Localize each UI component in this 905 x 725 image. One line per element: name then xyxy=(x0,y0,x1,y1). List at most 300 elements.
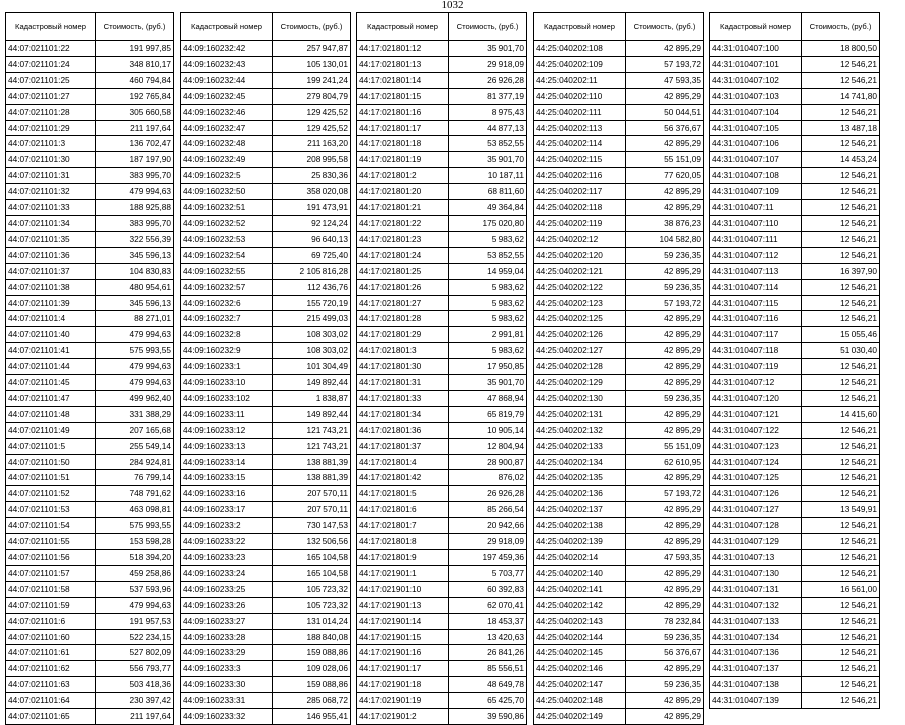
cadastral-number-cell: 44:07:021101:39 xyxy=(6,295,96,311)
table-row xyxy=(6,502,174,518)
table-row xyxy=(181,693,351,709)
table-row xyxy=(357,693,527,709)
table-row xyxy=(534,104,704,120)
cadastral-number-cell: 44:17:021801:8 xyxy=(357,534,449,550)
cadastral-number-cell: 44:31:010407:129 xyxy=(710,534,802,550)
cost-cell: 77 620,05 xyxy=(626,168,704,184)
cost-cell: 68 811,60 xyxy=(449,184,527,200)
table-row xyxy=(181,534,351,550)
cadastral-table-2 xyxy=(180,12,351,725)
table-row xyxy=(181,56,351,72)
cost-cell: 479 994,63 xyxy=(96,327,174,343)
cadastral-number-cell: 44:17:021801:3 xyxy=(357,343,449,359)
table-header-row xyxy=(6,13,174,41)
table-row xyxy=(6,168,174,184)
table-row xyxy=(534,200,704,216)
cadastral-number-cell: 44:31:010407:101 xyxy=(710,56,802,72)
cost-cell: 5 983,62 xyxy=(449,311,527,327)
cost-cell: 42 895,29 xyxy=(626,502,704,518)
cadastral-number-cell: 44:17:021801:15 xyxy=(357,88,449,104)
cadastral-number-cell: 44:25:040202:119 xyxy=(534,215,626,231)
cost-cell: 153 598,28 xyxy=(96,534,174,550)
table-row xyxy=(357,486,527,502)
cadastral-number-cell: 44:25:040202:117 xyxy=(534,184,626,200)
cost-cell: 345 596,13 xyxy=(96,295,174,311)
table-row xyxy=(710,597,880,613)
cost-cell: 42 895,29 xyxy=(626,661,704,677)
table-row xyxy=(181,390,351,406)
table-row xyxy=(710,693,880,709)
cost-cell: 121 743,21 xyxy=(273,438,351,454)
cadastral-number-cell: 44:07:021101:24 xyxy=(6,56,96,72)
cadastral-number-cell: 44:17:021801:36 xyxy=(357,422,449,438)
table-row xyxy=(357,565,527,581)
cadastral-number-cell: 44:09:160232:6 xyxy=(181,295,273,311)
cost-cell: 165 104,58 xyxy=(273,550,351,566)
cost-cell: 191 473,91 xyxy=(273,200,351,216)
cadastral-number-cell: 44:17:021901:10 xyxy=(357,581,449,597)
cadastral-number-cell: 44:07:021101:54 xyxy=(6,518,96,534)
cadastral-number-cell: 44:17:021901:17 xyxy=(357,661,449,677)
table-row xyxy=(181,565,351,581)
cadastral-number-cell: 44:17:021801:26 xyxy=(357,279,449,295)
cadastral-number-cell: 44:25:040202:128 xyxy=(534,359,626,375)
cadastral-number-cell: 44:09:160232:53 xyxy=(181,231,273,247)
cost-cell: 257 947,87 xyxy=(273,41,351,57)
table-row xyxy=(534,56,704,72)
cadastral-number-cell: 44:25:040202:14 xyxy=(534,550,626,566)
cost-cell: 42 895,29 xyxy=(626,375,704,391)
cost-cell: 85 556,51 xyxy=(449,661,527,677)
cost-cell: 49 364,84 xyxy=(449,200,527,216)
table-row xyxy=(6,231,174,247)
cadastral-number-cell: 44:07:021101:27 xyxy=(6,88,96,104)
table-row xyxy=(710,661,880,677)
table-row xyxy=(6,41,174,57)
cost-cell: 284 924,81 xyxy=(96,454,174,470)
cost-cell: 230 397,42 xyxy=(96,693,174,709)
table-row xyxy=(534,454,704,470)
cost-cell: 42 895,29 xyxy=(626,41,704,57)
cost-cell: 12 546,21 xyxy=(802,359,880,375)
table-row xyxy=(6,247,174,263)
table-row xyxy=(710,438,880,454)
cadastral-table-5 xyxy=(709,12,880,709)
cost-cell: 105 723,32 xyxy=(273,581,351,597)
table-row xyxy=(357,629,527,645)
header-cost: Стоимость, (руб.) xyxy=(449,13,527,41)
cost-cell: 35 901,70 xyxy=(449,375,527,391)
table-row xyxy=(534,359,704,375)
table-row xyxy=(6,406,174,422)
cost-cell: 12 546,21 xyxy=(802,231,880,247)
cadastral-number-cell: 44:09:160232:9 xyxy=(181,343,273,359)
cadastral-number-cell: 44:09:160232:55 xyxy=(181,263,273,279)
table-row xyxy=(710,375,880,391)
cadastral-number-cell: 44:31:010407:117 xyxy=(710,327,802,343)
cadastral-number-cell: 44:17:021801:28 xyxy=(357,311,449,327)
header-cost: Стоимость, (руб.) xyxy=(626,13,704,41)
cost-cell: 207 570,11 xyxy=(273,486,351,502)
table-row xyxy=(357,327,527,343)
cadastral-number-cell: 44:25:040202:142 xyxy=(534,597,626,613)
table-row xyxy=(710,263,880,279)
table-row xyxy=(6,709,174,725)
cadastral-number-cell: 44:07:021101:49 xyxy=(6,422,96,438)
cadastral-number-cell: 44:17:021801:5 xyxy=(357,486,449,502)
cost-cell: 138 881,39 xyxy=(273,470,351,486)
header-cadastral-number: Кадастровый номер xyxy=(6,13,96,41)
table-row xyxy=(710,120,880,136)
cost-cell: 518 394,20 xyxy=(96,550,174,566)
cost-cell: 112 436,76 xyxy=(273,279,351,295)
cost-cell: 12 546,21 xyxy=(802,677,880,693)
table-row xyxy=(534,168,704,184)
cost-cell: 211 163,20 xyxy=(273,136,351,152)
table-row xyxy=(710,327,880,343)
table-row xyxy=(710,422,880,438)
table-row xyxy=(181,215,351,231)
cost-cell: 5 703,77 xyxy=(449,565,527,581)
cadastral-number-cell: 44:31:010407:109 xyxy=(710,184,802,200)
cadastral-number-cell: 44:09:160232:52 xyxy=(181,215,273,231)
cost-cell: 42 895,29 xyxy=(626,88,704,104)
cadastral-number-cell: 44:25:040202:138 xyxy=(534,518,626,534)
cost-cell: 101 304,49 xyxy=(273,359,351,375)
table-row xyxy=(710,454,880,470)
table-row xyxy=(357,295,527,311)
cost-cell: 53 852,55 xyxy=(449,136,527,152)
cadastral-number-cell: 44:09:160233:12 xyxy=(181,422,273,438)
cadastral-number-cell: 44:31:010407:127 xyxy=(710,502,802,518)
table-row xyxy=(181,359,351,375)
cadastral-number-cell: 44:25:040202:121 xyxy=(534,263,626,279)
table-row xyxy=(710,184,880,200)
cadastral-number-cell: 44:25:040202:110 xyxy=(534,88,626,104)
table-row xyxy=(534,645,704,661)
cost-cell: 12 546,21 xyxy=(802,486,880,502)
cadastral-number-cell: 44:07:021101:41 xyxy=(6,343,96,359)
cost-cell: 207 570,11 xyxy=(273,502,351,518)
table-row xyxy=(181,231,351,247)
table-row xyxy=(6,263,174,279)
cost-cell: 16 397,90 xyxy=(802,263,880,279)
cadastral-number-cell: 44:31:010407:123 xyxy=(710,438,802,454)
cadastral-number-cell: 44:31:010407:108 xyxy=(710,168,802,184)
table-row xyxy=(6,518,174,534)
cost-cell: 59 236,35 xyxy=(626,677,704,693)
table-row xyxy=(357,343,527,359)
cadastral-number-cell: 44:17:021801:25 xyxy=(357,263,449,279)
cadastral-number-cell: 44:31:010407:121 xyxy=(710,406,802,422)
cost-cell: 2 105 816,28 xyxy=(273,263,351,279)
table-row xyxy=(534,184,704,200)
cost-cell: 26 841,26 xyxy=(449,645,527,661)
cost-cell: 5 983,62 xyxy=(449,231,527,247)
cost-cell: 12 546,21 xyxy=(802,613,880,629)
cadastral-number-cell: 44:31:010407:120 xyxy=(710,390,802,406)
cadastral-number-cell: 44:07:021101:57 xyxy=(6,565,96,581)
table-row xyxy=(181,613,351,629)
cost-cell: 527 802,09 xyxy=(96,645,174,661)
cadastral-number-cell: 44:17:021901:13 xyxy=(357,597,449,613)
cadastral-number-cell: 44:25:040202:116 xyxy=(534,168,626,184)
table-row xyxy=(181,502,351,518)
cadastral-number-cell: 44:31:010407:100 xyxy=(710,41,802,57)
table-row xyxy=(710,359,880,375)
table-row xyxy=(6,104,174,120)
table-row xyxy=(6,72,174,88)
table-row xyxy=(181,104,351,120)
cost-cell: 42 895,29 xyxy=(626,327,704,343)
cost-cell: 42 895,29 xyxy=(626,565,704,581)
cadastral-number-cell: 44:25:040202:109 xyxy=(534,56,626,72)
table-row xyxy=(357,470,527,486)
cadastral-number-cell: 44:25:040202:118 xyxy=(534,200,626,216)
cost-cell: 12 546,21 xyxy=(802,56,880,72)
cost-cell: 1 838,87 xyxy=(273,390,351,406)
cost-cell: 459 258,86 xyxy=(96,565,174,581)
cadastral-number-cell: 44:25:040202:139 xyxy=(534,534,626,550)
header-cadastral-number: Кадастровый номер xyxy=(181,13,273,41)
cost-cell: 188 925,88 xyxy=(96,200,174,216)
table-row xyxy=(6,550,174,566)
cost-cell: 146 955,41 xyxy=(273,709,351,725)
cost-cell: 348 810,17 xyxy=(96,56,174,72)
cadastral-table-1 xyxy=(5,12,174,725)
cadastral-number-cell: 44:07:021101:40 xyxy=(6,327,96,343)
cadastral-number-cell: 44:09:160232:43 xyxy=(181,56,273,72)
cost-cell: 12 546,21 xyxy=(802,597,880,613)
table-row xyxy=(181,247,351,263)
cost-cell: 108 303,02 xyxy=(273,343,351,359)
table-row xyxy=(6,375,174,391)
table-row xyxy=(710,581,880,597)
cost-cell: 42 895,29 xyxy=(626,709,704,725)
cadastral-number-cell: 44:07:021101:47 xyxy=(6,390,96,406)
table-row xyxy=(6,422,174,438)
cost-cell: 65 819,79 xyxy=(449,406,527,422)
cadastral-number-cell: 44:09:160233:26 xyxy=(181,597,273,613)
table-row xyxy=(710,677,880,693)
table-row xyxy=(6,677,174,693)
table-row xyxy=(6,200,174,216)
table-row xyxy=(181,136,351,152)
cost-cell: 47 868,94 xyxy=(449,390,527,406)
cost-cell: 2 991,81 xyxy=(449,327,527,343)
table-row xyxy=(357,41,527,57)
cost-cell: 5 983,62 xyxy=(449,295,527,311)
cadastral-number-cell: 44:17:021801:21 xyxy=(357,200,449,216)
cost-cell: 14 453,24 xyxy=(802,152,880,168)
cadastral-number-cell: 44:17:021901:16 xyxy=(357,645,449,661)
cost-cell: 12 546,21 xyxy=(802,136,880,152)
cost-cell: 358 020,08 xyxy=(273,184,351,200)
cadastral-number-cell: 44:31:010407:125 xyxy=(710,470,802,486)
table-row xyxy=(357,359,527,375)
cadastral-number-cell: 44:25:040202:122 xyxy=(534,279,626,295)
cost-cell: 556 793,77 xyxy=(96,661,174,677)
cadastral-number-cell: 44:17:021801:30 xyxy=(357,359,449,375)
cost-cell: 42 895,29 xyxy=(626,470,704,486)
cost-cell: 12 546,21 xyxy=(802,200,880,216)
cadastral-number-cell: 44:17:021801:9 xyxy=(357,550,449,566)
table-row xyxy=(6,152,174,168)
cadastral-number-cell: 44:07:021101:29 xyxy=(6,120,96,136)
cost-cell: 136 702,47 xyxy=(96,136,174,152)
cost-cell: 138 881,39 xyxy=(273,454,351,470)
table-row xyxy=(6,390,174,406)
table-row xyxy=(357,645,527,661)
table-row xyxy=(534,486,704,502)
table-row xyxy=(6,565,174,581)
cost-cell: 279 804,79 xyxy=(273,88,351,104)
cost-cell: 15 055,46 xyxy=(802,327,880,343)
cadastral-number-cell: 44:31:010407:105 xyxy=(710,120,802,136)
cadastral-number-cell: 44:17:021901:1 xyxy=(357,565,449,581)
table-row xyxy=(357,120,527,136)
cost-cell: 499 962,40 xyxy=(96,390,174,406)
cost-cell: 12 546,21 xyxy=(802,661,880,677)
table-row xyxy=(710,311,880,327)
table-row xyxy=(534,120,704,136)
cost-cell: 255 549,14 xyxy=(96,438,174,454)
table-row xyxy=(6,311,174,327)
cadastral-number-cell: 44:31:010407:112 xyxy=(710,247,802,263)
table-row xyxy=(181,581,351,597)
cadastral-number-cell: 44:17:021801:4 xyxy=(357,454,449,470)
cadastral-number-cell: 44:07:021101:5 xyxy=(6,438,96,454)
cadastral-number-cell: 44:07:021101:28 xyxy=(6,104,96,120)
cost-cell: 12 546,21 xyxy=(802,534,880,550)
cadastral-number-cell: 44:09:160232:51 xyxy=(181,200,273,216)
cost-cell: 26 926,28 xyxy=(449,486,527,502)
cadastral-number-cell: 44:17:021801:37 xyxy=(357,438,449,454)
table-row xyxy=(357,597,527,613)
cadastral-number-cell: 44:07:021101:35 xyxy=(6,231,96,247)
cadastral-number-cell: 44:07:021101:65 xyxy=(6,709,96,725)
cadastral-number-cell: 44:07:021101:61 xyxy=(6,645,96,661)
cost-cell: 131 014,24 xyxy=(273,613,351,629)
cadastral-number-cell: 44:25:040202:137 xyxy=(534,502,626,518)
cost-cell: 28 900,87 xyxy=(449,454,527,470)
cost-cell: 121 743,21 xyxy=(273,422,351,438)
cost-cell: 305 660,58 xyxy=(96,104,174,120)
cost-cell: 39 590,86 xyxy=(449,709,527,725)
cost-cell: 187 197,90 xyxy=(96,152,174,168)
cadastral-number-cell: 44:09:160232:44 xyxy=(181,72,273,88)
cadastral-number-cell: 44:31:010407:110 xyxy=(710,215,802,231)
cadastral-number-cell: 44:07:021101:63 xyxy=(6,677,96,693)
cadastral-number-cell: 44:31:010407:106 xyxy=(710,136,802,152)
table-row xyxy=(6,438,174,454)
cost-cell: 14 415,60 xyxy=(802,406,880,422)
cadastral-number-cell: 44:07:021101:59 xyxy=(6,597,96,613)
cadastral-number-cell: 44:31:010407:133 xyxy=(710,613,802,629)
cadastral-number-cell: 44:07:021101:36 xyxy=(6,247,96,263)
cost-cell: 522 234,15 xyxy=(96,629,174,645)
cadastral-number-cell: 44:09:160233:31 xyxy=(181,693,273,709)
cadastral-number-cell: 44:31:010407:113 xyxy=(710,263,802,279)
table-row xyxy=(181,454,351,470)
cost-cell: 42 895,29 xyxy=(626,518,704,534)
cost-cell: 575 993,55 xyxy=(96,343,174,359)
cost-cell: 12 546,21 xyxy=(802,693,880,709)
cadastral-number-cell: 44:25:040202:129 xyxy=(534,375,626,391)
cost-cell: 104 830,83 xyxy=(96,263,174,279)
cadastral-number-cell: 44:17:021801:19 xyxy=(357,152,449,168)
cost-cell: 18 453,37 xyxy=(449,613,527,629)
table-row xyxy=(710,518,880,534)
cost-cell: 17 950,85 xyxy=(449,359,527,375)
cost-cell: 211 197,64 xyxy=(96,120,174,136)
cadastral-number-cell: 44:07:021101:22 xyxy=(6,41,96,57)
table-row xyxy=(357,406,527,422)
cadastral-number-cell: 44:17:021801:22 xyxy=(357,215,449,231)
table-row xyxy=(181,438,351,454)
cost-cell: 149 892,44 xyxy=(273,406,351,422)
table-row xyxy=(357,661,527,677)
table-row xyxy=(710,470,880,486)
cadastral-number-cell: 44:09:160233:10 xyxy=(181,375,273,391)
cost-cell: 129 425,52 xyxy=(273,104,351,120)
cost-cell: 12 546,21 xyxy=(802,247,880,263)
cost-cell: 345 596,13 xyxy=(96,247,174,263)
cadastral-number-cell: 44:09:160233:27 xyxy=(181,613,273,629)
cost-cell: 12 804,94 xyxy=(449,438,527,454)
cadastral-number-cell: 44:25:040202:108 xyxy=(534,41,626,57)
cost-cell: 383 995,70 xyxy=(96,168,174,184)
cost-cell: 383 995,70 xyxy=(96,215,174,231)
cadastral-number-cell: 44:09:160233:24 xyxy=(181,565,273,581)
cadastral-number-cell: 44:07:021101:50 xyxy=(6,454,96,470)
cost-cell: 191 957,53 xyxy=(96,613,174,629)
table-row xyxy=(6,470,174,486)
table-header-row xyxy=(357,13,527,41)
table-row xyxy=(181,88,351,104)
cost-cell: 38 876,23 xyxy=(626,215,704,231)
table-row xyxy=(710,104,880,120)
cost-cell: 55 151,09 xyxy=(626,438,704,454)
cost-cell: 480 954,61 xyxy=(96,279,174,295)
table-row xyxy=(534,215,704,231)
cost-cell: 42 895,29 xyxy=(626,200,704,216)
cost-cell: 109 028,06 xyxy=(273,661,351,677)
table-row xyxy=(6,534,174,550)
table-row xyxy=(534,597,704,613)
table-row xyxy=(181,550,351,566)
cost-cell: 29 918,09 xyxy=(449,534,527,550)
cost-cell: 42 895,29 xyxy=(626,311,704,327)
cost-cell: 104 582,80 xyxy=(626,231,704,247)
cost-cell: 155 720,19 xyxy=(273,295,351,311)
table-row xyxy=(181,327,351,343)
cost-cell: 42 895,29 xyxy=(626,693,704,709)
table-row xyxy=(534,438,704,454)
cadastral-number-cell: 44:07:021101:48 xyxy=(6,406,96,422)
table-row xyxy=(534,247,704,263)
cadastral-number-cell: 44:31:010407:136 xyxy=(710,645,802,661)
table-row xyxy=(357,518,527,534)
cadastral-number-cell: 44:09:160233:22 xyxy=(181,534,273,550)
cost-cell: 12 546,21 xyxy=(802,279,880,295)
cadastral-number-cell: 44:17:021801:31 xyxy=(357,375,449,391)
cadastral-number-cell: 44:31:010407:131 xyxy=(710,581,802,597)
table-row xyxy=(710,565,880,581)
cost-cell: 12 546,21 xyxy=(802,215,880,231)
cost-cell: 12 546,21 xyxy=(802,311,880,327)
cadastral-number-cell: 44:07:021101:34 xyxy=(6,215,96,231)
